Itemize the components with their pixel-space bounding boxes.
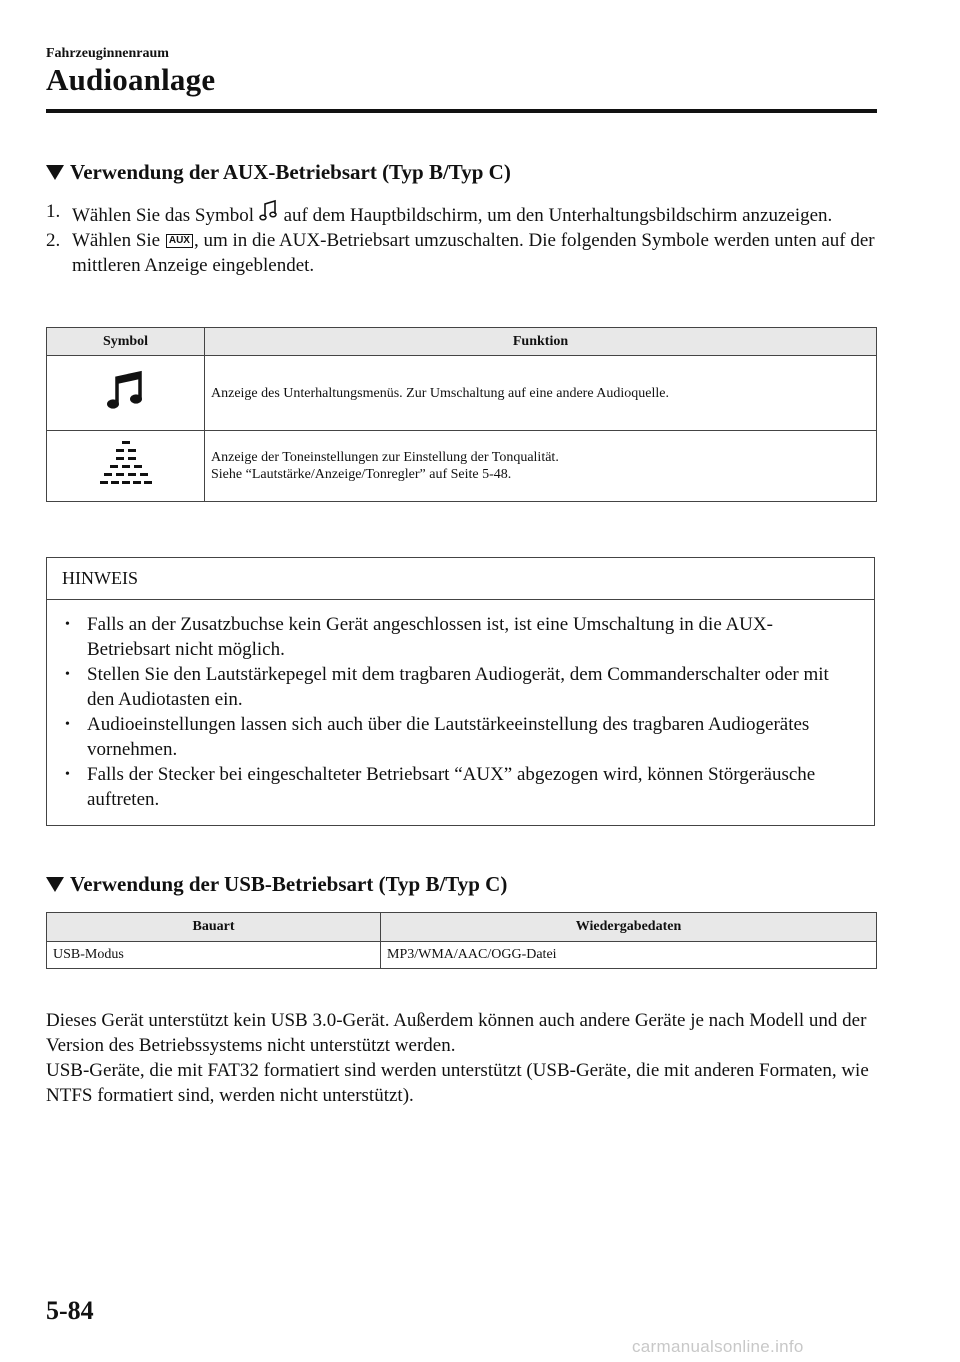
list-item: • Falls an der Zusatzbuchse kein Gerät angeschlossen ist, ist eine Umschaltung in die AUX-Betriebsart nicht möglich. xyxy=(65,614,773,660)
music-note-icon xyxy=(106,370,146,412)
table-header: Bauart xyxy=(47,913,381,942)
usb-description xyxy=(46,1008,886,1108)
note-box xyxy=(46,557,875,826)
music-note-icon xyxy=(259,199,279,223)
page-number: 5-84 xyxy=(46,1296,94,1325)
bullet-icon: • xyxy=(65,617,70,632)
chapter-title: Audioanlage xyxy=(46,62,216,97)
bullet-icon: • xyxy=(65,717,70,732)
aux-section-heading: Verwendung der AUX-Betriebsart (Typ B/Typ C) xyxy=(46,160,511,185)
aux-icon: AUX xyxy=(166,234,193,248)
triangle-marker-icon xyxy=(46,165,64,180)
table-row: USB-Modus MP3/WMA/AAC/OGG-Datei xyxy=(47,942,877,969)
usb-section-heading: Verwendung der USB-Betriebsart (Typ B/Typ C) xyxy=(46,872,507,897)
table-header-row xyxy=(47,913,877,942)
step-1: 1. Wählen Sie das Symbol auf dem Hauptbildschirm, um den Unterhaltungsbildschirm anzuzeigen. xyxy=(46,201,833,226)
symbol-table xyxy=(46,327,877,502)
aux-steps xyxy=(46,199,876,278)
paragraph: Dieses Gerät unterstützt kein USB 3.0-Gerät. Außerdem können auch andere Geräte je nach Modell und der Version des Betriebssystems nicht unterstützt werden. xyxy=(46,1010,867,1056)
table-header: Funktion xyxy=(205,328,877,356)
bullet-icon: • xyxy=(65,767,70,782)
table-row: Anzeige des Unterhaltungsmenüs. Zur Umschaltung auf eine andere Audioquelle. xyxy=(47,356,877,431)
triangle-marker-icon xyxy=(46,877,64,892)
equalizer-icon xyxy=(99,439,153,489)
list-item: • Audioeinstellungen lassen sich auch über die Lautstärkeeinstellung des tragbaren Audiogerätes vornehmen. xyxy=(65,714,810,760)
paragraph: USB-Geräte, die mit FAT32 formatiert sind werden unterstützt (USB-Geräte, die mit anderen Formaten, wie NTFS formatiert sind, werden nicht unterstützt). xyxy=(46,1060,869,1106)
list-item: • Stellen Sie den Lautstärkepegel mit dem tragbaren Audiogerät, dem Commanderschalter oder mit den Audiotasten ein. xyxy=(65,664,829,710)
section-label: Fahrzeuginnenraum xyxy=(46,46,169,61)
list-item: • Falls der Stecker bei eingeschalteter Betriebsart “AUX” abgezogen wird, können Störgeräusche auftreten. xyxy=(65,764,816,810)
note-title: HINWEIS xyxy=(47,558,874,600)
table-header: Wiedergabedaten xyxy=(381,913,877,942)
note-list xyxy=(47,600,874,812)
step-2: 2. Wählen Sie AUX , um in die AUX-Betriebsart umzuschalten. Die folgenden Symbole werden unten auf der mittleren Anzeige eingeblendet. xyxy=(46,230,875,276)
header-rule xyxy=(46,109,877,113)
bullet-icon: • xyxy=(65,667,70,682)
table-row: Anzeige der Toneinstellungen zur Einstellung der Tonqualität. Siehe “Lautstärke/Anzeige/Tonregler” auf Seite 5-48. xyxy=(47,431,877,502)
table-header-row xyxy=(47,328,877,356)
watermark: carmanualsonline.info xyxy=(632,1337,804,1356)
table-header: Symbol xyxy=(47,328,205,356)
usb-table xyxy=(46,912,877,969)
